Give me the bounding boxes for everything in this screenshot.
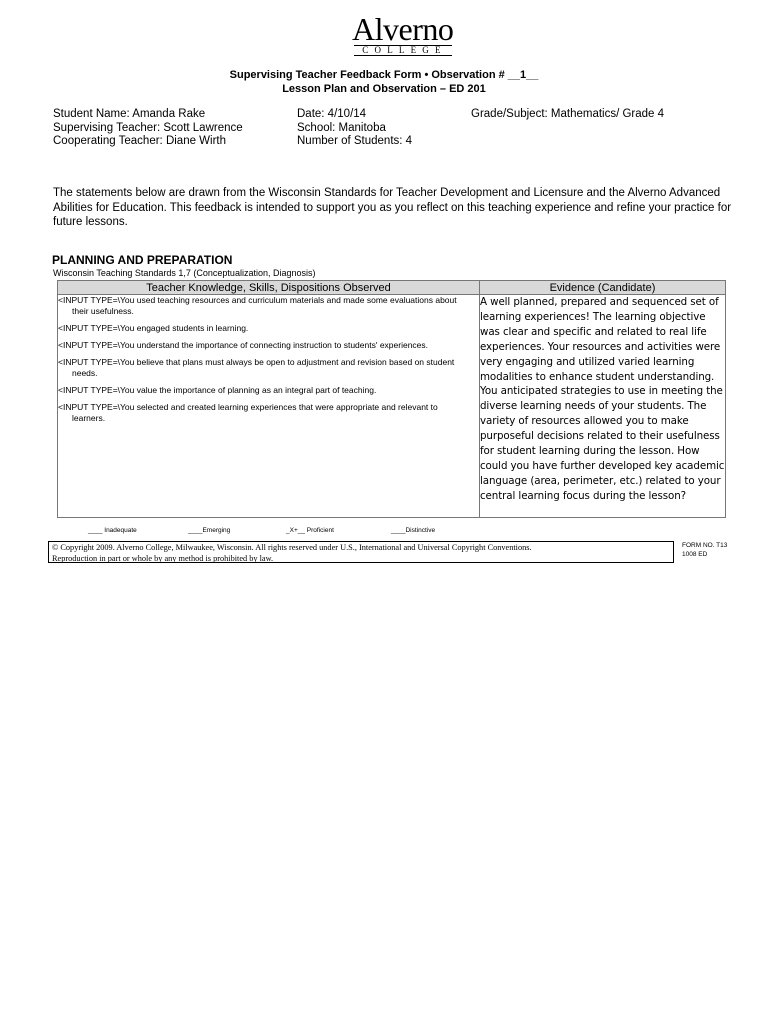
grade-subject: Grade/Subject: Mathematics/ Grade 4 [471,108,665,120]
observed-cell [58,295,480,518]
info-column-2 [297,108,412,149]
observed-item: <INPUT TYPE=\You understand the importance of connecting instruction to students' experiences. [58,340,429,350]
info-column-1 [53,108,243,149]
copyright-line-1: © Copyright 2009. Alverno College, Milwaukee, Wisconsin. All rights reserved under U.S., International and Universal Copyright Conventions. [52,543,532,552]
observed-item: <INPUT TYPE=\You selected and created learning experiences that were appropriate and relevant to learners. [58,402,438,423]
form-number-label: FORM NO. T13 [682,542,728,549]
section-title: PLANNING AND PREPARATION [52,253,233,267]
feedback-table [57,280,726,518]
cooperating-teacher: Cooperating Teacher: Diane Wirth [53,135,227,147]
intro-paragraph: The statements below are drawn from the Wisconsin Standards for Teacher Development and Licensure and the Alverno Advanced Abilities for Education. This feedback is intended to support you as you reflect on this teaching experience and refine your practice for future lessons. [53,187,732,228]
header-evidence: Evidence (Candidate) [480,281,726,295]
copyright-line-2: Reproduction in part or whole by any method is prohibited by law. [52,553,274,563]
header-observed: Teacher Knowledge, Skills, Dispositions Observed [58,281,480,295]
supervising-teacher: Supervising Teacher: Scott Lawrence [53,121,243,134]
section-standards: Wisconsin Teaching Standards 1,7 (Conceptualization, Diagnosis) [53,268,316,278]
logo-wordmark: Alverno [352,11,454,47]
rating-distinctive: ____Distinctive [391,527,436,534]
observed-item: <INPUT TYPE=\You believe that plans must always be open to adjustment and revision based on student needs. [58,357,455,378]
observed-item: <INPUT TYPE=\You value the importance of planning as an integral part of teaching. [58,385,377,395]
table-header-row [58,281,726,295]
info-column-3 [471,108,664,122]
number-of-students: Number of Students: 4 [297,135,413,147]
observation-date: Date: 4/10/14 [297,108,367,120]
table-row [58,295,726,518]
form-code: 1008 ED [682,550,708,558]
student-name: Student Name: Amanda Rake [53,108,206,120]
copyright-notice [48,541,674,563]
form-number [682,542,727,559]
rating-emerging: ____Emerging [188,527,231,534]
logo-subtitle: COLLEGE [354,45,452,56]
observed-item: <INPUT TYPE=\You engaged students in learning. [58,323,249,333]
observed-item: <INPUT TYPE=\You used teaching resources and curriculum materials and made some evaluations about their usefulness. [58,295,457,316]
form-subtitle: Lesson Plan and Observation – ED 201 [282,83,486,95]
form-title: Supervising Teacher Feedback Form • Observation # __1__ [229,69,539,81]
school-name: School: Manitoba [297,121,386,134]
alverno-logo [352,11,454,56]
evidence-cell: A well planned, prepared and sequenced set of learning experiences! The learning objective was clear and specific and related to real life experiences. Your resources and activities were very engaging and utilized varied learning modalities to enhance student understanding. You anticipated strategies to use in meeting the diverse learning needs of your students. The variety of resources allowed you to make purposeful decisions related to their usefulness for student learning during the lesson. How could you have further developed key academic language (area, perimeter, etc.) related to your central learning focus during the lesson? [480,295,726,518]
rating-inadequate: ____ Inadequate [88,527,137,534]
rating-proficient: _X+__ Proficient [286,527,334,534]
